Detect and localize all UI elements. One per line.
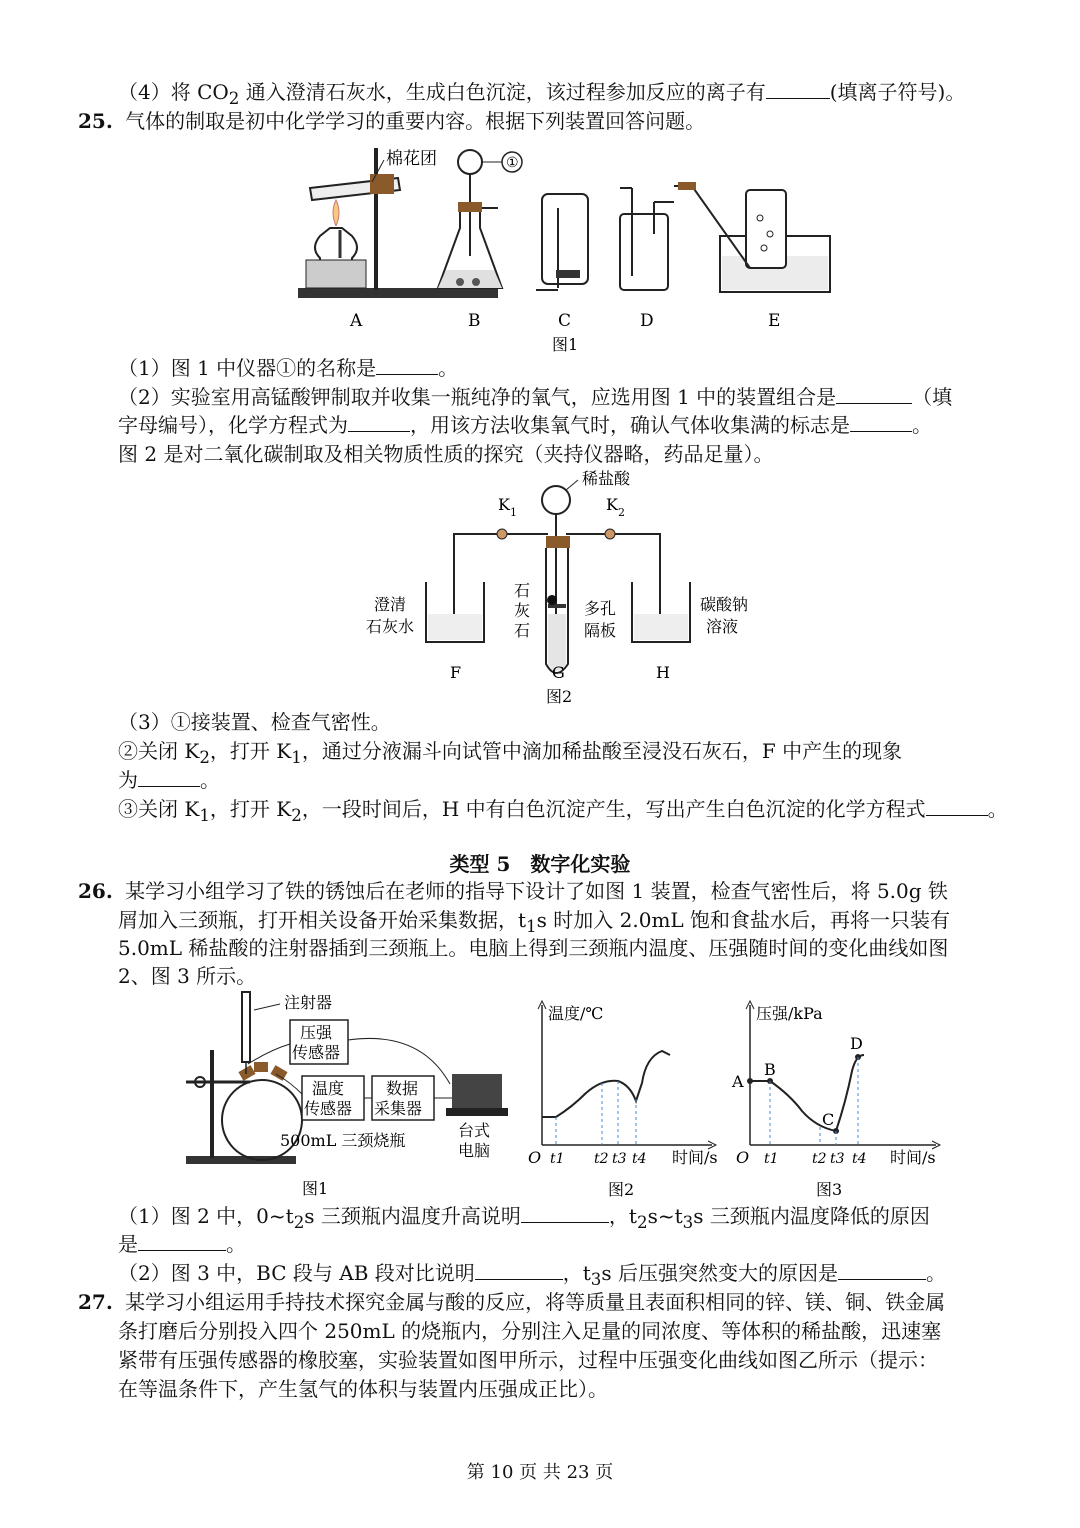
question-stem: 气体的制取是初中化学学习的重要内容。根据下列装置回答问题。 (125, 109, 706, 133)
text: 为 (118, 768, 138, 792)
q25-stem (78, 107, 705, 135)
text: 某学习小组学习了铁的锈蚀后在老师的指导下设计了如图 1 装置，检查气密性后，将 5.0g 铁 (125, 879, 948, 903)
q25-sub3: （3）①接装置、检查气密性。 (118, 710, 391, 734)
text: 某学习小组运用手持技术探究金属与酸的反应，将等质量且表面积相同的锌、镁、铜、铁金属 (125, 1290, 946, 1314)
q25-sub3-2 (118, 737, 902, 772)
apparatus-e (674, 182, 830, 292)
q26-line4: 2、图 3 所示。 (118, 964, 257, 988)
tick-t2: t2 (594, 1151, 609, 1167)
answer-blank[interactable] (138, 766, 200, 787)
sub: 1 (526, 917, 537, 936)
sub: 3 (590, 1270, 602, 1289)
computer-label-2: 电脑 (458, 1141, 491, 1160)
answer-blank[interactable] (138, 1230, 226, 1251)
label-c: C (558, 311, 572, 331)
y-axis-label: 温度/℃ (548, 1004, 604, 1023)
q27-line4: 在等温条件下，产生氢气的体积与装置内压强成正比）。 (118, 1377, 608, 1401)
figure-caption: 图1 (552, 335, 579, 354)
sub: 3 (682, 1213, 694, 1232)
tick-t4: t4 (852, 1151, 867, 1167)
q26-figure2-chart (522, 995, 722, 1205)
limestone-label-3: 石 (514, 621, 531, 640)
sub: 1 (199, 806, 210, 825)
text: 。 (200, 768, 220, 792)
limestone-label-2: 灰 (514, 601, 531, 620)
q25-figure2 (360, 464, 780, 708)
k1-label: K (498, 495, 510, 514)
label-d: D (640, 311, 654, 331)
origin-label: O (528, 1148, 542, 1167)
text: ，打开 K (209, 739, 292, 763)
q25-sub1-end: 。 (438, 356, 459, 380)
q24-text-b: 通入澄清石灰水，生成白色沉淀，该过程参加反应的离子有 (239, 80, 766, 104)
sodium-label: 碳酸钠 (700, 595, 749, 614)
section-heading: 类型 5 数字化实验 (449, 852, 631, 876)
q25-sub2-end: （填 (912, 385, 953, 409)
answer-blank[interactable] (766, 78, 830, 99)
point-b: B (764, 1060, 776, 1079)
computer-label: 台式 (458, 1121, 491, 1140)
q25-sub2-end2: 。 (912, 413, 932, 437)
page-footer: 第 10 页 共 23 页 (466, 1462, 614, 1483)
q26-line3: 5.0mL 稀盐酸的注射器插到三颈瓶上。电脑上得到三颈瓶内温度、压强随时间的变化曲线如图 (118, 936, 949, 960)
label-f: F (450, 663, 462, 682)
text: ，打开 K (209, 797, 292, 821)
apparatus-b (438, 150, 502, 288)
q25-sub2-text-a: 字母编号），化学方程式为 (118, 413, 348, 437)
pressure-sensor-label: 压强 (300, 1023, 333, 1042)
cotton-label: 棉花团 (386, 149, 437, 169)
q24-text: （4）将 CO (118, 80, 229, 104)
sub: 1 (291, 748, 302, 767)
text: ，通过分液漏斗向试管中滴加稀盐酸至浸没石灰石，F 中产生的现象 (301, 739, 903, 763)
answer-blank[interactable] (836, 383, 912, 404)
text: ，一段时间后，H 中有白色沉淀产生，写出产生白色沉淀的化学方程式 (301, 797, 926, 821)
answer-blank[interactable] (475, 1259, 563, 1280)
figure-caption: 图1 (302, 1179, 329, 1198)
x-axis-label: 时间/s (890, 1148, 936, 1167)
tick-t3: t3 (830, 1151, 845, 1167)
q25-sub2-text-b: ，用该方法收集氧气时，确认气体收集满的标志是 (410, 413, 850, 437)
acid-label: 稀盐酸 (582, 469, 631, 488)
collector-label: 数据 (386, 1079, 419, 1098)
text: s 时加入 2.0mL 饱和食盐水后，再将一只装有 (536, 908, 951, 932)
text: s 三颈瓶内温度降低的原因 (693, 1204, 930, 1228)
pressure-sensor-label-2: 传感器 (292, 1043, 341, 1062)
answer-blank[interactable] (850, 411, 912, 432)
flask-label: 500mL 三颈烧瓶 (280, 1131, 406, 1150)
tick-t4: t4 (632, 1151, 647, 1167)
figure-caption: 图2 (608, 1180, 635, 1199)
figure-caption: 图3 (816, 1180, 843, 1199)
text: ，t (562, 1261, 591, 1285)
text: 。 (226, 1232, 246, 1256)
text: s 后压强突然变大的原因是 (601, 1261, 839, 1285)
k1-sub: 1 (510, 506, 517, 519)
point-d: D (850, 1034, 863, 1053)
text: 是 (118, 1232, 138, 1256)
label-g: G (552, 663, 565, 682)
label-a: A (350, 311, 363, 331)
answer-blank[interactable] (348, 411, 410, 432)
question-number: 27. (78, 1290, 113, 1314)
k2-sub: 2 (618, 506, 625, 519)
q25-sub2-line1 (118, 383, 952, 411)
figure-caption: 图2 (546, 687, 573, 706)
q25-fig2-intro: 图 2 是对二氧化碳制取及相关物质性质的探究（夹持仪器略，药品足量）。 (118, 442, 774, 466)
y-axis-label: 压强/kPa (756, 1004, 823, 1023)
q25-sub1 (118, 354, 458, 382)
q27-line3: 紧带有压强传感器的橡胶塞，实验装置如图甲所示，过程中压强变化曲线如图乙所示（提示： (118, 1348, 938, 1372)
text: ，t (608, 1204, 637, 1228)
q25-sub3-2-line2 (118, 766, 220, 794)
q25-sub3-3 (118, 795, 1008, 830)
point-c: C (822, 1110, 835, 1129)
label-e: E (768, 311, 781, 331)
origin-label: O (736, 1148, 750, 1167)
q25-sub2-line2 (118, 411, 932, 439)
limewater-label-2: 石灰水 (366, 617, 415, 636)
sub: 2 (291, 806, 302, 825)
tick-t2: t2 (812, 1151, 827, 1167)
point-a: A (732, 1072, 744, 1091)
q27-line2: 条打磨后分别投入四个 250mL 的烧瓶内，分别注入足量的同浓度、等体积的稀盐酸，迅速塞 (118, 1319, 942, 1343)
temp-sensor-label: 温度 (312, 1079, 345, 1098)
label-1: ① (506, 155, 519, 171)
tick-t1: t1 (550, 1151, 565, 1167)
q27-line1 (78, 1288, 945, 1316)
q25-figure1 (280, 138, 840, 356)
answer-blank[interactable] (838, 1259, 926, 1280)
syringe-label: 注射器 (284, 993, 333, 1012)
apparatus-d (620, 188, 674, 290)
q24-sub: 2 (228, 89, 240, 108)
text: 。 (926, 1261, 947, 1285)
k2-label: K (606, 495, 618, 514)
text: ③关闭 K (118, 797, 200, 821)
tick-t1: t1 (764, 1151, 779, 1167)
label-h: H (656, 663, 670, 682)
sodium-label-2: 溶液 (706, 617, 739, 636)
tick-t3: t3 (612, 1151, 627, 1167)
apparatus-c (536, 194, 588, 290)
answer-blank[interactable] (376, 354, 438, 375)
q25-sub2-text: （2）实验室用高锰酸钾制取并收集一瓶纯净的氧气，应选用图 1 中的装置组合是 (118, 385, 837, 409)
text: （2）图 3 中，BC 段与 AB 段对比说明 (118, 1261, 475, 1285)
temp-sensor-label-2: 传感器 (304, 1099, 353, 1118)
sub: 2 (199, 748, 210, 767)
plate-label: 多孔 (584, 599, 617, 618)
x-axis-label: 时间/s (672, 1148, 718, 1167)
label-b: B (468, 311, 481, 331)
text: ②关闭 K (118, 739, 200, 763)
plate-label-2: 隔板 (584, 621, 617, 640)
q25-sub1-text: （1）图 1 中仪器①的名称是 (118, 356, 377, 380)
sub: 2 (636, 1213, 648, 1232)
q26-figure1 (180, 990, 530, 1202)
question-number: 25. (78, 109, 113, 133)
limestone-label: 石 (514, 581, 531, 600)
answer-blank[interactable] (926, 795, 988, 816)
q24-text-c: (填离子符号)。 (829, 80, 966, 104)
sub: 2 (293, 1213, 305, 1232)
question-number: 26. (78, 879, 113, 903)
collector-label-2: 采集器 (374, 1099, 423, 1118)
text: 。 (987, 797, 1008, 821)
text: （1）图 2 中，0~t (118, 1204, 294, 1228)
limewater-label: 澄清 (374, 595, 407, 614)
answer-blank[interactable] (521, 1202, 609, 1223)
q26-line1 (78, 877, 948, 905)
text: 屑加入三颈瓶，打开相关设备开始采集数据，t (118, 908, 527, 932)
q26-figure3-chart (730, 995, 945, 1205)
text: s 三颈瓶内温度升高说明 (304, 1204, 521, 1228)
q26-sub1-line2 (118, 1230, 246, 1258)
text: s~t (647, 1204, 683, 1228)
